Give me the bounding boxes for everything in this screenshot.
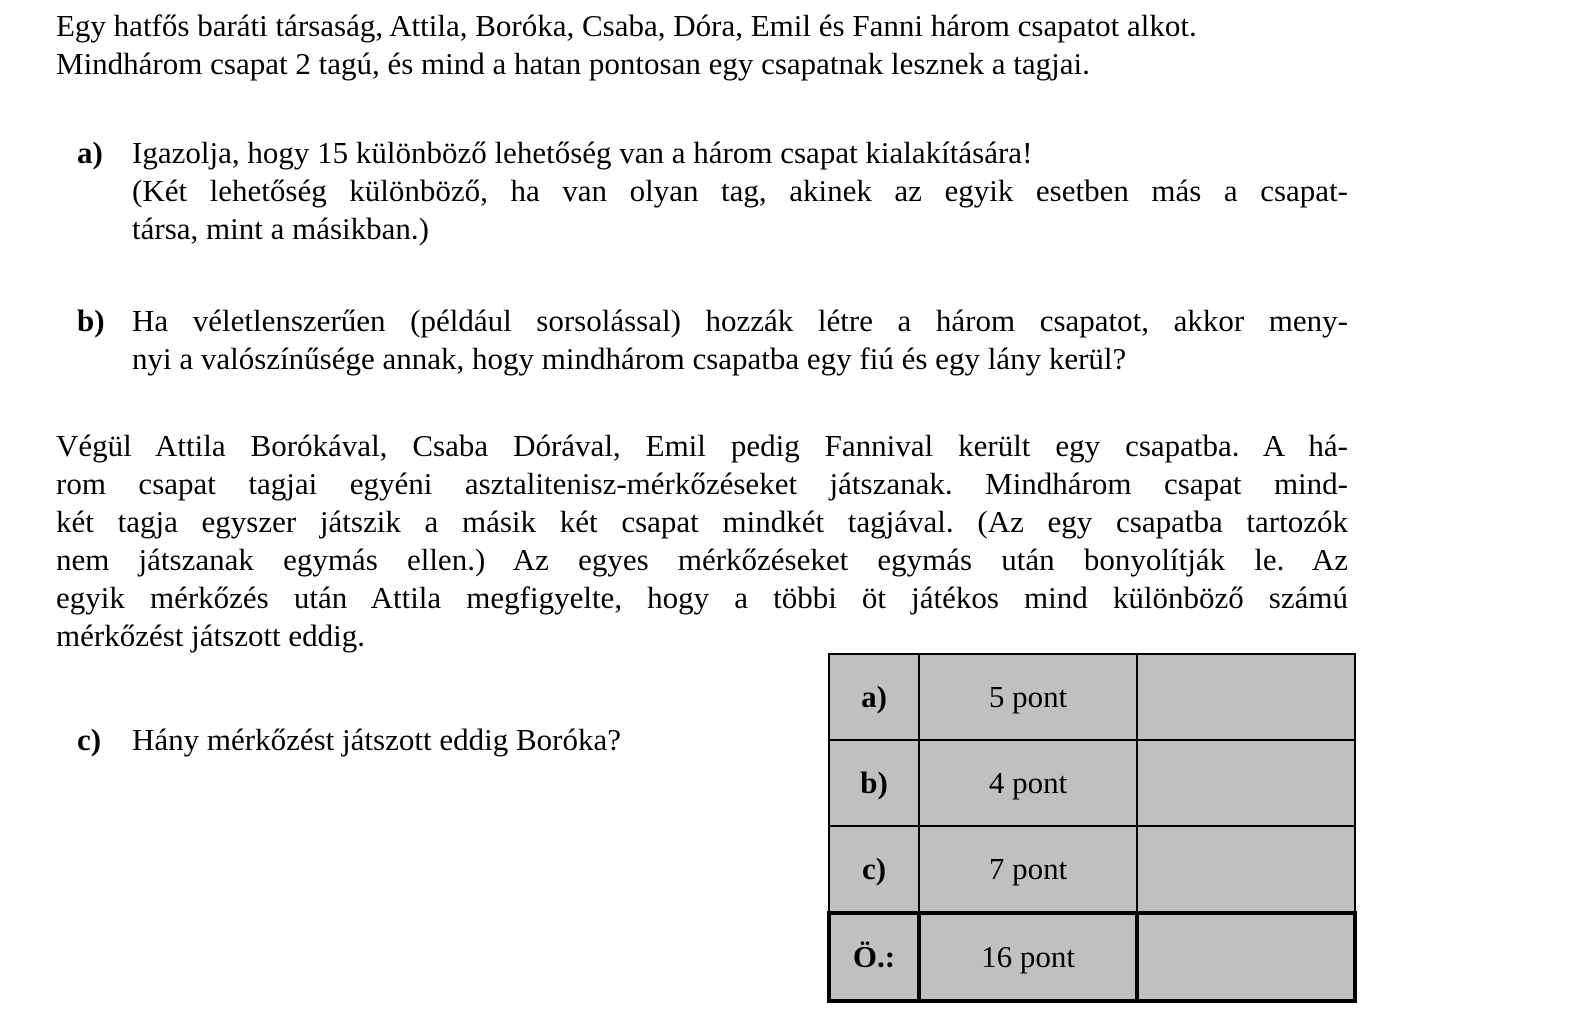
story-line: Végül Attila Borókával, Csaba Dórával, Emil pedig Fannival került egy csapatba. A há- <box>56 428 1348 463</box>
story-line: két tagja egyszer játszik a másik két csapat mindkét tagjával. (Az egy csapatba tartozók <box>56 504 1348 539</box>
score-row-points: 5 pont <box>919 654 1137 740</box>
task-b-line: Ha véletlenszerűen (például sorsolással) hozzák létre a három csapatot, akkor meny- <box>132 303 1348 338</box>
story-line: mérkőzést játszott eddig. <box>56 618 366 653</box>
story-line: egyik mérkőzés után Attila megfigyelte, hogy a többi öt játékos mind különböző számú <box>56 580 1348 615</box>
task-a-text <box>132 134 1348 248</box>
task-a-line: Igazolja, hogy 15 különböző lehetőség van a három csapat kialakítására! <box>132 135 1033 170</box>
score-row-c <box>829 826 1355 913</box>
story-line: nem játszanak egymás ellen.) Az egyes mérkőzéseket egymás után bonyolítják le. Az <box>56 542 1348 577</box>
score-row-score-cell <box>1137 654 1355 740</box>
score-row-score-cell <box>1137 740 1355 826</box>
task-c-text <box>132 721 782 759</box>
task-c-label: c) <box>77 722 102 757</box>
score-total-points: 16 pont <box>919 913 1137 1001</box>
score-row-score-cell <box>1137 826 1355 913</box>
score-row-label: a) <box>829 654 919 740</box>
score-row-total <box>829 913 1355 1001</box>
task-b-text <box>132 302 1348 378</box>
intro-line: Mindhárom csapat 2 tagú, és mind a hatan pontosan egy csapatnak lesznek a tagjai. <box>56 46 1090 81</box>
score-total-score-cell <box>1137 913 1355 1001</box>
intro-paragraph <box>56 7 1348 83</box>
task-a-line: (Két lehetőség különböző, ha van olyan tag, akinek az egyik esetben más a csapat- <box>132 173 1348 208</box>
score-row-points: 4 pont <box>919 740 1137 826</box>
task-b-label: b) <box>77 303 105 338</box>
score-row-label: c) <box>829 826 919 913</box>
task-b-line: nyi a valószínűsége annak, hogy mindhárom csapatba egy fiú és egy lány kerül? <box>132 341 1127 376</box>
score-row-a <box>829 654 1355 740</box>
task-a-line: társa, mint a másikban.) <box>132 211 429 246</box>
task-c-line: Hány mérkőzést játszott eddig Boróka? <box>132 722 621 757</box>
story-line: rom csapat tagjai egyéni asztalitenisz-mérkőzéseket játszanak. Mindhárom csapat mind- <box>56 466 1348 501</box>
score-row-points: 7 pont <box>919 826 1137 913</box>
intro-line: Egy hatfős baráti társaság, Attila, Boróka, Csaba, Dóra, Emil és Fanni három csapatot alkot. <box>56 8 1197 43</box>
score-row-label: b) <box>829 740 919 826</box>
score-table <box>827 653 1357 1003</box>
score-total-label: Ö.: <box>829 913 919 1001</box>
task-a-label: a) <box>77 135 103 170</box>
story-paragraph <box>56 427 1348 655</box>
score-row-b <box>829 740 1355 826</box>
